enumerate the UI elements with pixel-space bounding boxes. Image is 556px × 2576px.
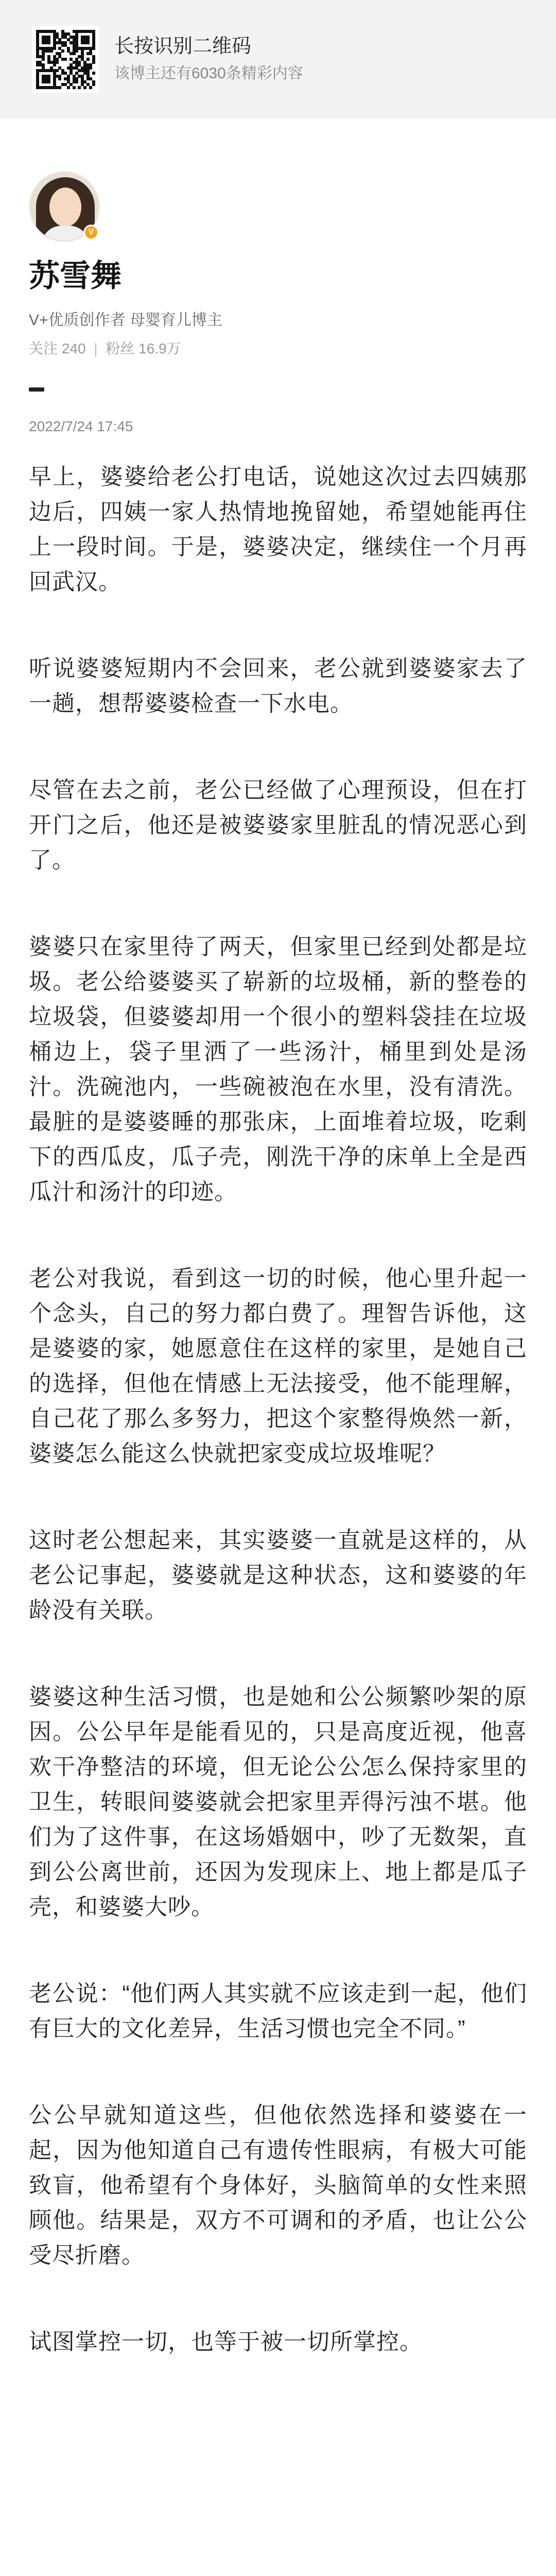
qr-code[interactable] bbox=[32, 26, 99, 93]
followers-count: 16.9万 bbox=[138, 341, 181, 357]
user-stats bbox=[29, 339, 527, 359]
verified-badge-icon: V bbox=[83, 225, 99, 240]
post-paragraph: 婆婆这种生活习惯，也是她和公公频繁吵架的原因。公公早年是能看见的，只是高度近视，他喜欢干净整洁的环境，但无论公公怎么保持家里的卫生，转眼间婆婆就会把家里弄得污浊不堪。他们为了这件事，在这场婚姻中，吵了无数架，直到公公离世前，还因为发现床上、地上都是瓜子壳，和婆婆大吵。 bbox=[29, 1684, 527, 1920]
following-label: 关注 bbox=[29, 341, 58, 357]
verification-text: V+优质创作者 母婴育儿博主 bbox=[29, 312, 222, 329]
top-banner-subtitle: 该博主还有6030条精彩内容 bbox=[114, 65, 303, 82]
top-banner-title: 长按识别二维码 bbox=[114, 36, 252, 57]
post-paragraph: 早上，婆婆给老公打电话，说她这次过去四姨那边后，四姨一家人热情地挽留她，希望她能再住上一段时间。于是，婆婆决定，继续住一个月再回武汉。 bbox=[29, 464, 527, 595]
divider-dash bbox=[29, 387, 44, 392]
post-content bbox=[29, 460, 527, 2360]
post-paragraph: 老公说：“他们两人其实就不应该走到一起，他们有巨大的文化差异，生活习惯也完全不同。” bbox=[29, 1981, 527, 2041]
post-paragraph: 听说婆婆短期内不会回来，老公就到婆婆家去了一趟，想帮婆婆检查一下水电。 bbox=[29, 656, 527, 716]
top-banner bbox=[0, 0, 556, 118]
post-paragraph: 尽管在去之前，老公已经做了心理预设，但在打开门之后，他还是被婆婆家里脏乱的情况恶心到了。 bbox=[29, 777, 527, 873]
post-paragraph: 这时老公想起来，其实婆婆一直就是这样的，从老公记事起，婆婆就是这种状态，这和婆婆的年龄没有关联。 bbox=[29, 1528, 527, 1623]
post-paragraph: 公公早就知道这些，但他依然选择和婆婆在一起，因为他知道自己有遗传性眼病，有极大可能致盲，他希望有个身体好，头脑简单的女性来照顾他。结果是，双方不可调和的矛盾，也让公公受尽折磨。 bbox=[29, 2103, 527, 2268]
user-name[interactable]: 苏雪舞 bbox=[29, 259, 121, 293]
avatar-wrapper[interactable] bbox=[29, 171, 100, 242]
top-banner-text bbox=[114, 33, 303, 86]
post-date: 2022/7/24 17:45 bbox=[29, 418, 133, 434]
post-paragraph: 婆婆只在家里待了两天，但家里已经到处都是垃圾。老公给婆婆买了崭新的垃圾桶，新的整卷的垃圾袋，但婆婆却用一个很小的塑料袋挂在垃圾桶边上，袋子里洒了一些汤汁，桶里到处是汤汁。洗碗池内，一些碗被泡在水里，没有清洗。最脏的是婆婆睡的那张床，上面堆着垃圾，吃剩下的西瓜皮，瓜子壳，刚洗干净的床单上全是西瓜汁和汤汁的印迹。 bbox=[29, 934, 527, 1205]
post-paragraph: 老公对我说，看到这一切的时候，他心里升起一个念头，自己的努力都白费了。理智告诉他，这是婆婆的家，她愿意住在这样的家里，是她自己的选择，但他在情感上无法接受，他不能理解，自己花了那么多努力，把这个家整得焕然一新，婆婆怎么能这么快就把家变成垃圾堆呢？ bbox=[29, 1266, 527, 1466]
post-paragraph: 试图掌控一切，也等于被一切所掌控。 bbox=[29, 2329, 423, 2354]
following-count: 240 bbox=[61, 341, 86, 357]
followers-label: 粉丝 bbox=[106, 341, 135, 357]
profile-section bbox=[29, 171, 527, 437]
stats-divider: | bbox=[94, 341, 98, 357]
